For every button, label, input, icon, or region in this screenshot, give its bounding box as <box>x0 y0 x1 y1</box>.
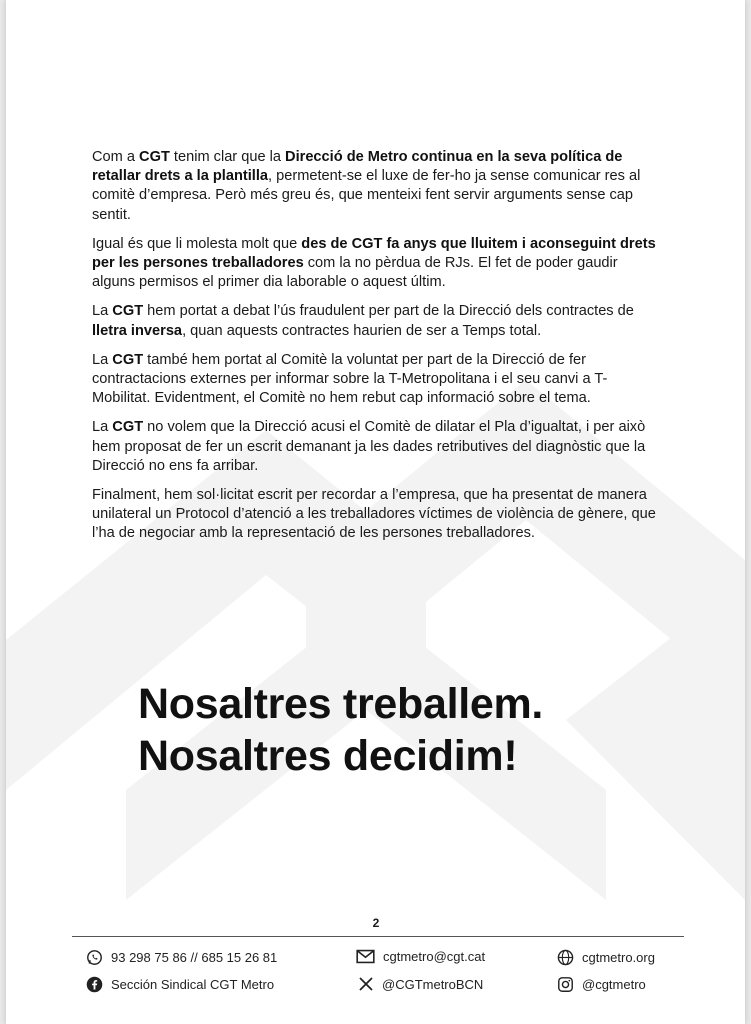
text-run: també hem portat al Comitè la voluntat per part de la Direcció de fer contractacions externes per informar sobre la T-Metropolitana i el seu canvi a T-Mobilitat. Evidentment, el Comitè no hem rebut cap informació sobre el tema. <box>92 351 608 407</box>
paragraph <box>92 148 662 225</box>
paragraph <box>92 235 662 293</box>
phone-numbers: 93 298 75 86 // 685 15 26 81 <box>111 950 278 965</box>
footer-phone <box>86 949 277 966</box>
bold-text: CGT <box>112 303 144 320</box>
bold-text: Direcció de Metro continua en la seva política de retallar drets a la plantilla <box>92 149 623 185</box>
x-icon <box>358 976 374 992</box>
instagram-link[interactable]: @cgtmetro <box>582 977 646 992</box>
bold-text: CGT <box>112 351 144 368</box>
bold-text: CGT <box>112 419 144 436</box>
footer-email[interactable] <box>356 949 485 964</box>
text-run: tenim clar que la <box>169 149 286 165</box>
x-handle-link[interactable]: @CGTmetroBCN <box>382 976 484 992</box>
text-run: hem portat a debat l’ús fraudulent per part de la Direcció dels contractes de <box>143 303 634 320</box>
slogan <box>138 678 658 782</box>
text-run: , permetent-se el luxe de fer-ho ja sense comunicar res al comitè d’empresa. Però més greu és, que menteixi fent servir arguments sense cap sentit. <box>92 168 641 223</box>
bold-text: lletra inversa <box>92 322 183 339</box>
whatsapp-icon <box>86 949 103 966</box>
bold-text: des de CGT fa anys que lluitem i aconseguint drets per les persones treballadores <box>92 235 656 272</box>
mail-icon <box>356 949 375 964</box>
document-page <box>6 0 745 1024</box>
facebook-link[interactable]: Sección Sindical CGT Metro <box>111 977 275 992</box>
paragraph <box>92 418 662 476</box>
text-run: Com a <box>92 149 140 165</box>
email-link[interactable]: cgtmetro@cgt.cat <box>383 949 486 964</box>
slogan-line: Nosaltres decidim! <box>138 732 518 780</box>
paragraph <box>92 351 662 409</box>
text-run: La <box>92 303 113 320</box>
body-text <box>92 148 662 554</box>
text-run: Finalment, hem sol·licitat escrit per recordar a l’empresa, que ha presentat de manera unilateral un Protocol d’atenció a les treballadores víctimes de violència de gènere, que l’ha de negociar amb la representació de les persones treballadores. <box>92 487 656 542</box>
paragraph <box>92 302 662 340</box>
text-run: Igual és que li molesta molt que <box>92 235 302 252</box>
footer-x[interactable] <box>358 976 483 992</box>
text-run: La <box>92 351 113 368</box>
text-run: com la no pèrdua de RJs. El fet de poder gaudir alguns permisos el primer dia laborable o aquest últim. <box>92 255 618 291</box>
instagram-icon <box>557 976 574 993</box>
page-number: 2 <box>372 916 380 930</box>
slogan-line: Nosaltres treballem. <box>138 680 544 728</box>
text-run: La <box>92 419 113 436</box>
globe-icon <box>557 949 574 966</box>
footer-website[interactable] <box>557 949 655 966</box>
website-link[interactable]: cgtmetro.org <box>582 950 655 965</box>
bold-text: CGT <box>139 149 170 165</box>
footer-divider <box>72 936 684 937</box>
text-run: no volem que la Direcció acusi el Comitè de dilatar el Pla d’igualtat, i per això hem proposat de fer un escrit demanant ja les dades retributives del diagnòstic que la Direcció no ens fa arribar. <box>92 419 646 474</box>
paragraph <box>92 486 662 544</box>
facebook-icon <box>86 976 103 993</box>
footer-instagram[interactable] <box>557 976 646 993</box>
footer-facebook[interactable] <box>86 976 274 993</box>
text-run: , quan aquests contractes haurien de ser a Temps total. <box>182 322 542 339</box>
